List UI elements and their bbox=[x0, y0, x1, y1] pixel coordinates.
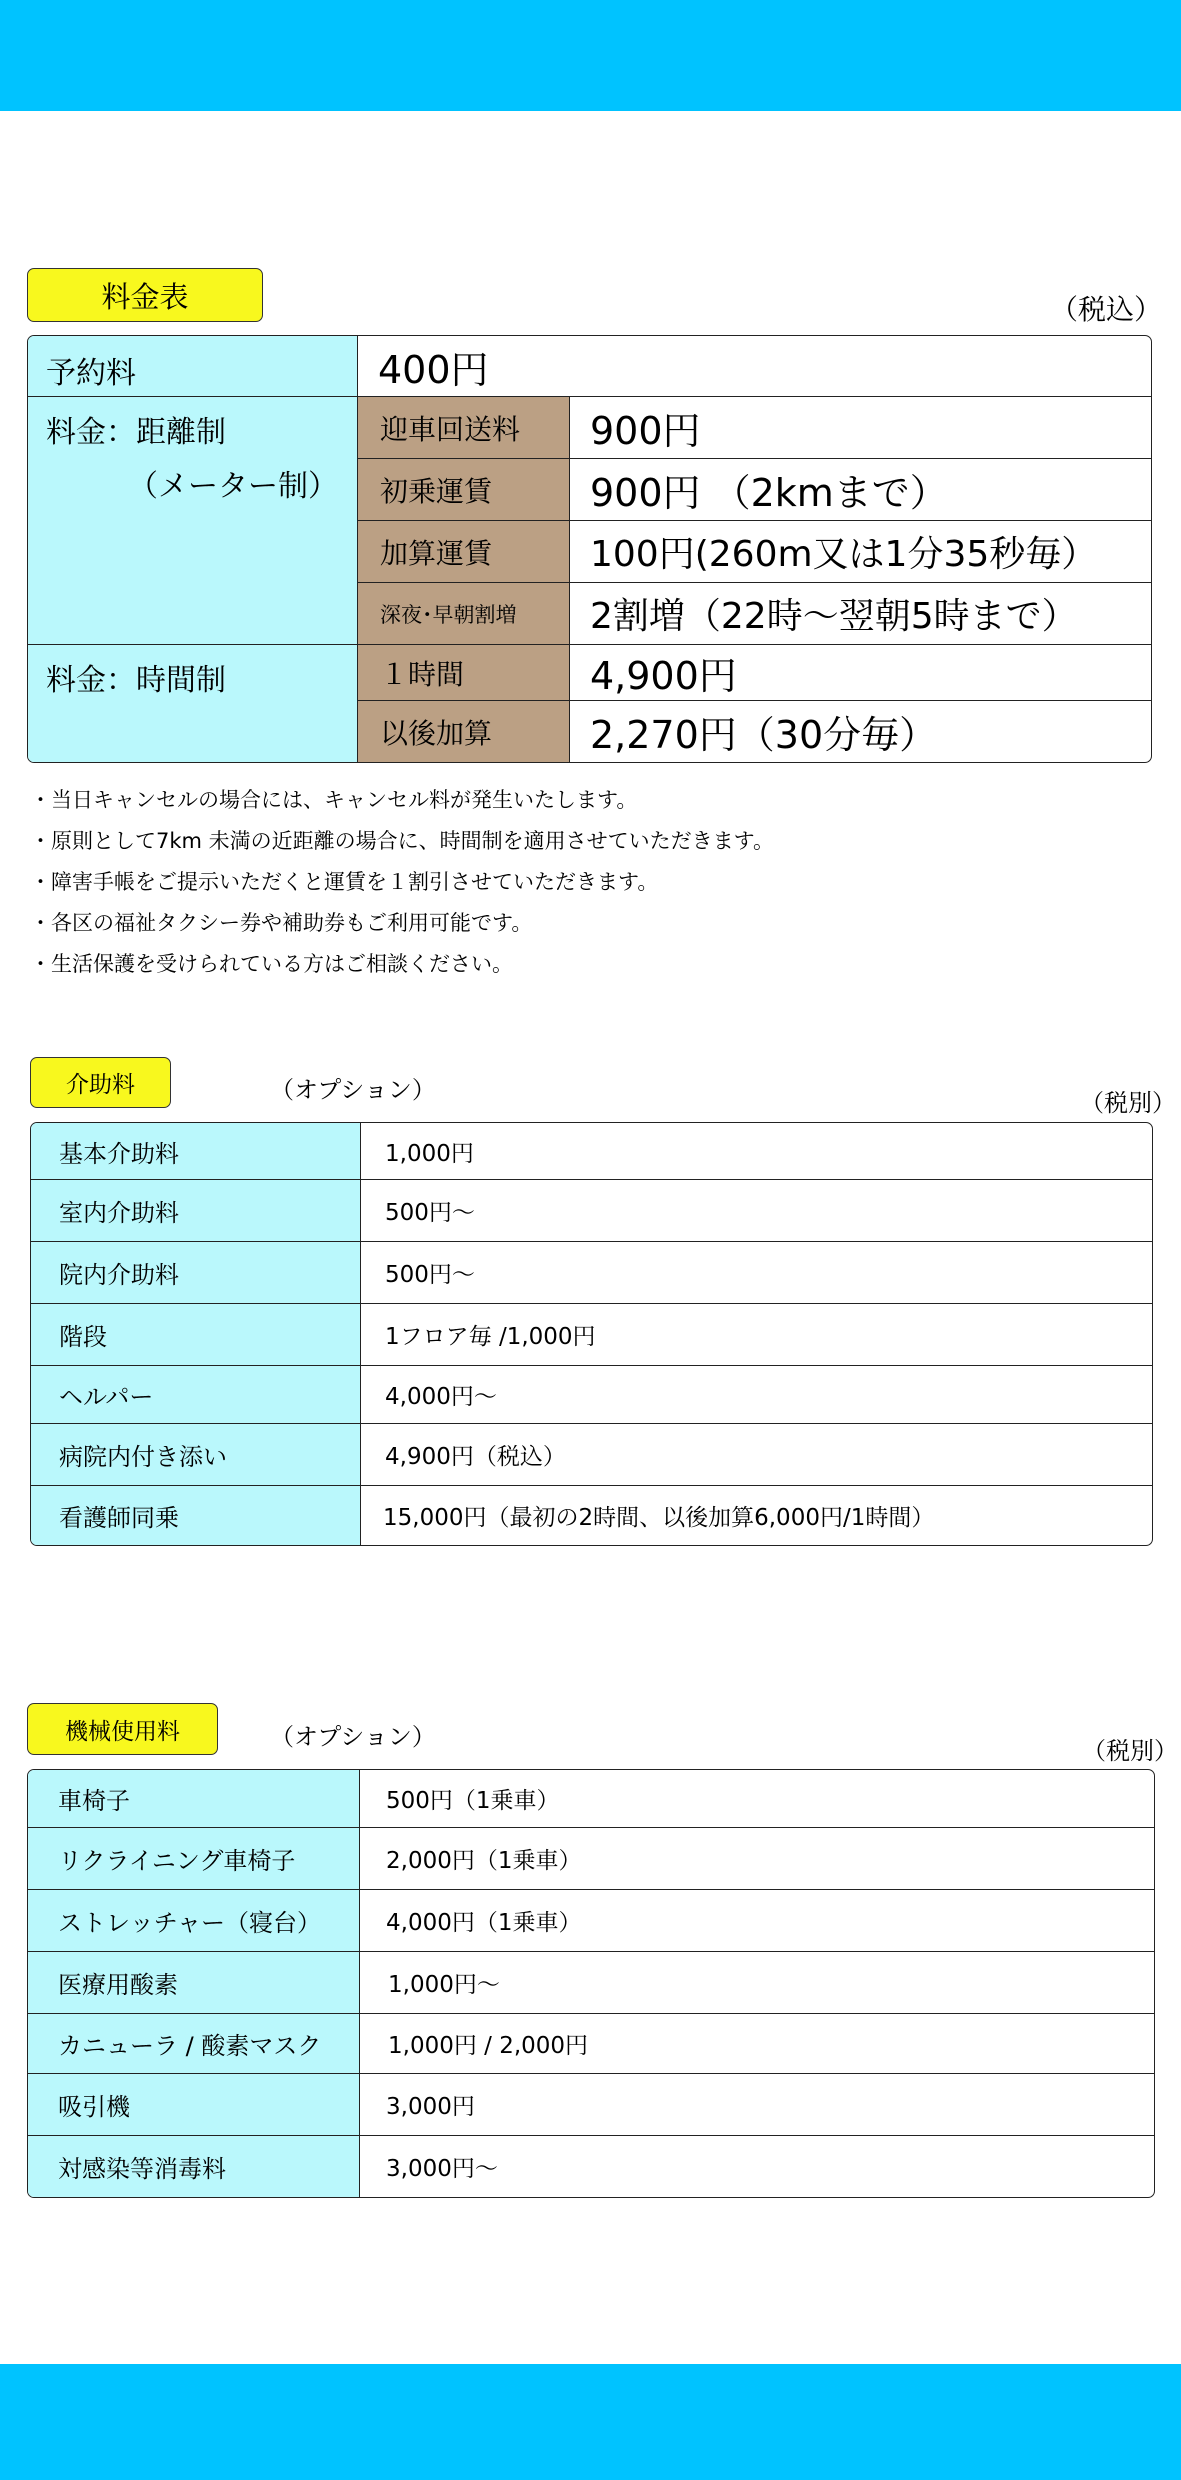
reservation-label: 予約料 bbox=[28, 336, 358, 396]
care-row bbox=[31, 1241, 1152, 1303]
equipment-row-value: 3,000円～ bbox=[360, 2135, 1154, 2197]
care-row-value: 15,000円（最初の2時間、以後加算6,000円/1時間） bbox=[361, 1485, 1152, 1545]
care-row bbox=[31, 1485, 1152, 1545]
care-row-value: 4,900円（税込） bbox=[361, 1423, 1152, 1485]
distance-row-label: 迎車回送料 bbox=[358, 396, 570, 458]
equipment-tax-note: （税別） bbox=[1082, 1737, 1178, 1765]
bottom-band bbox=[0, 2364, 1181, 2480]
equipment-row-label: リクライニング車椅子 bbox=[28, 1827, 360, 1889]
care-row-value: 500円～ bbox=[361, 1179, 1152, 1241]
equipment-row bbox=[28, 2135, 1154, 2197]
fare-tax-note: （税込） bbox=[1050, 293, 1163, 326]
care-option-label: （オプション） bbox=[270, 1076, 436, 1104]
equipment-row-value: 1,000円～ bbox=[360, 1951, 1154, 2013]
equipment-row bbox=[28, 1889, 1154, 1951]
care-title-label: 介助料 bbox=[30, 1057, 171, 1108]
care-row-label: 室内介助料 bbox=[31, 1179, 361, 1241]
equipment-row-value: 1,000円 / 2,000円 bbox=[360, 2013, 1154, 2073]
equipment-row-label: ストレッチャー（寝台） bbox=[28, 1889, 360, 1951]
distance-row-value: 100円(260m又は1分35秒毎） bbox=[570, 520, 1151, 582]
care-row bbox=[31, 1179, 1152, 1241]
distance-row-label: 深夜･早朝割増 bbox=[358, 582, 570, 644]
equipment-row-label: 医療用酸素 bbox=[28, 1951, 360, 2013]
equipment-row bbox=[28, 2073, 1154, 2135]
fare-table bbox=[27, 335, 1152, 763]
reservation-value: 400円 bbox=[378, 347, 489, 392]
care-row-value: 500円～ bbox=[361, 1241, 1152, 1303]
reservation-row bbox=[28, 336, 1151, 396]
equipment-row-value: 500円（1乗車） bbox=[386, 1788, 560, 1814]
equipment-row-label: 吸引機 bbox=[28, 2073, 360, 2135]
equipment-row-label: カニューラ / 酸素マスク bbox=[28, 2013, 360, 2073]
distance-category bbox=[28, 396, 358, 644]
care-row-value: 1,000円 bbox=[385, 1140, 474, 1167]
time-row bbox=[28, 644, 1151, 700]
fare-title-label: 料金表 bbox=[27, 268, 263, 322]
note-item: ・当日キャンセルの場合には、キャンセル料が発生いたします。 bbox=[30, 788, 638, 812]
equipment-row-value: 3,000円 bbox=[360, 2073, 1154, 2135]
distance-row-label: 初乗運賃 bbox=[358, 458, 570, 520]
time-row-label: 以後加算 bbox=[358, 700, 570, 762]
care-row-label: ヘルパー bbox=[31, 1365, 361, 1423]
equipment-row-value: 2,000円（1乗車） bbox=[360, 1827, 1154, 1889]
care-tax-note: （税別） bbox=[1080, 1089, 1176, 1117]
care-row-value: 4,000円～ bbox=[361, 1365, 1152, 1423]
top-band bbox=[0, 0, 1181, 111]
care-row bbox=[31, 1423, 1152, 1485]
time-row-label: １時間 bbox=[358, 644, 570, 700]
time-category: 料金：時間制 bbox=[28, 644, 358, 762]
care-row-label: 看護師同乗 bbox=[31, 1485, 361, 1545]
care-row bbox=[31, 1123, 1152, 1179]
care-row-label: 基本介助料 bbox=[31, 1123, 361, 1179]
time-row-value: 4,900円 bbox=[570, 644, 1151, 700]
distance-row-value: 2割増（22時～翌朝5時まで） bbox=[570, 582, 1151, 644]
care-row-label: 階段 bbox=[31, 1303, 361, 1365]
equipment-row-label: 車椅子 bbox=[28, 1770, 360, 1827]
care-row-label: 院内介助料 bbox=[31, 1241, 361, 1303]
care-table bbox=[30, 1122, 1153, 1546]
distance-sublabel: （メーター制） bbox=[128, 469, 338, 504]
equipment-title-label: 機械使用料 bbox=[27, 1703, 218, 1755]
care-row-value: 1フロア毎 /1,000円 bbox=[361, 1303, 1152, 1365]
distance-row bbox=[28, 396, 1151, 458]
equipment-row bbox=[28, 1770, 1154, 1827]
equipment-table bbox=[27, 1769, 1155, 2198]
equipment-row bbox=[28, 2013, 1154, 2073]
equipment-row bbox=[28, 1827, 1154, 1889]
note-item: ・原則として7km 未満の近距離の場合に、時間制を適用させていただきます。 bbox=[30, 829, 774, 853]
time-row-value: 2,270円（30分毎） bbox=[570, 700, 1151, 762]
equipment-row-label: 対感染等消毒料 bbox=[28, 2135, 360, 2197]
equipment-row bbox=[28, 1951, 1154, 2013]
note-item: ・生活保護を受けられている方はご相談ください。 bbox=[30, 952, 513, 976]
distance-row-label: 加算運賃 bbox=[358, 520, 570, 582]
note-item: ・障害手帳をご提示いただくと運賃を１割引させていただきます。 bbox=[30, 870, 659, 894]
distance-row-value: 900円 （2kmまで） bbox=[570, 458, 1151, 520]
care-row bbox=[31, 1303, 1152, 1365]
distance-row-value: 900円 bbox=[570, 396, 1151, 458]
note-item: ・各区の福祉タクシー券や補助券もご利用可能です。 bbox=[30, 911, 533, 935]
care-row bbox=[31, 1365, 1152, 1423]
equipment-option-label: （オプション） bbox=[270, 1723, 436, 1751]
care-row-label: 病院内付き添い bbox=[31, 1423, 361, 1485]
equipment-row-value: 4,000円（1乗車） bbox=[360, 1889, 1154, 1951]
distance-label: 料金：距離制 bbox=[46, 415, 226, 450]
